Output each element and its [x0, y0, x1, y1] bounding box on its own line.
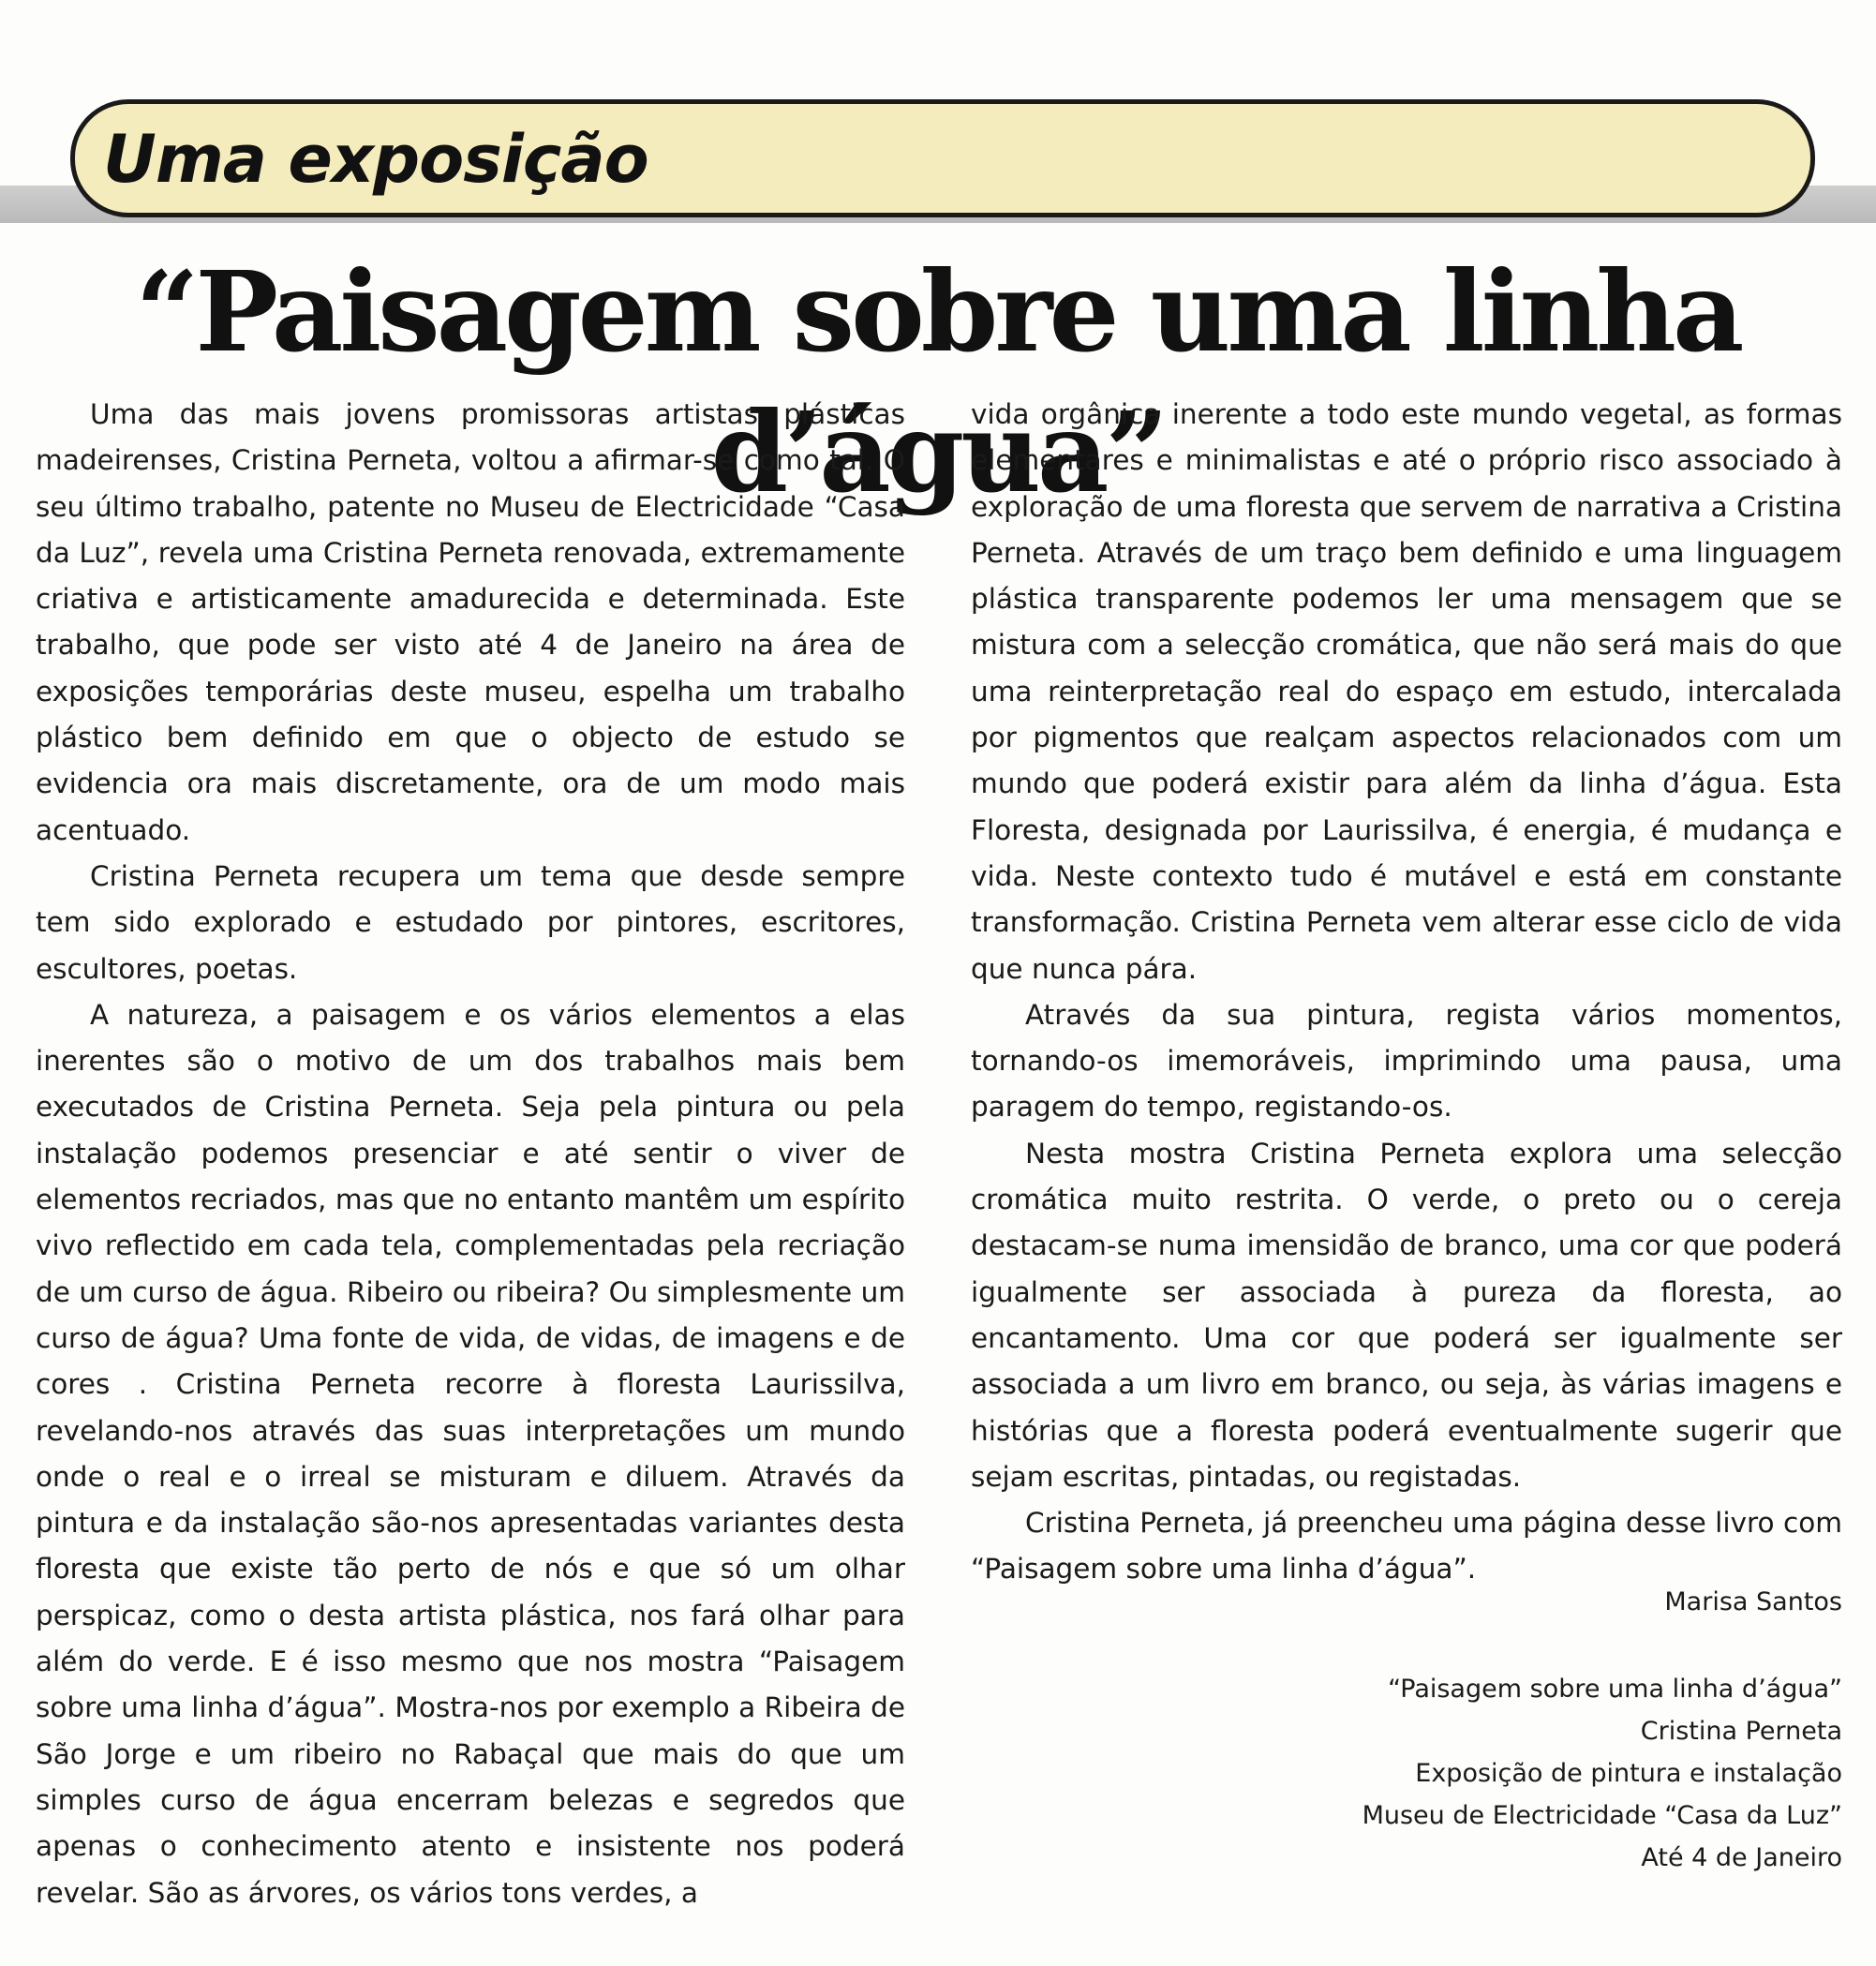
author-signature: Marisa Santos: [1664, 1587, 1842, 1616]
article-column-left: [36, 392, 905, 1916]
info-line-artist: Cristina Perneta: [1640, 1717, 1842, 1746]
paragraph: vida orgânica inerente a todo este mundo vegetal, as formas elementares e minimalistas e até o próprio risco associado à exploração de uma floresta que servem de narrativa a Cristina Perneta. Através de um traço bem definido e uma linguagem plástica transparente podemos ler uma mensagem que se mistura com a selecção cromática, que não será mais do que uma reinterpretação real do espaço em estudo, intercalada por pigmentos que realçam aspectos relacionados com um mundo que poderá existir para além da linha d’água. Esta Floresta, designada por Laurissilva, é energia, é mudança e vida. Neste contexto tudo é mutável e está em constante transformação. Cristina Perneta vem alterar esse ciclo de vida que nunca pára.: [971, 398, 1842, 985]
paragraph: Através da sua pintura, regista vários momentos, tornando-os imemoráveis, imprimindo uma pausa, uma paragem do tempo, registando-os.: [971, 998, 1842, 1124]
paragraph: Nesta mostra Cristina Perneta explora uma selecção cromática muito restrita. O verde, o preto ou o cereja destacam-se numa imensidão de branco, uma cor que poderá igualmente ser associada à pureza da floresta, ao encantamento. Uma cor que poderá ser igualmente ser associada a um livro em branco, ou seja, às várias imagens e histórias que a floresta poderá eventualmente sugerir que sejam escritas, pintadas, ou registadas.: [971, 1137, 1842, 1493]
info-line-venue: Museu de Electricidade “Casa da Luz”: [1362, 1801, 1842, 1830]
section-kicker: Uma exposição: [103, 121, 648, 198]
info-line-date: Até 4 de Janeiro: [1641, 1843, 1842, 1872]
exhibition-info: [1218, 1668, 1842, 1879]
paragraph: Cristina Perneta, já preencheu uma página desse livro com “Paisagem sobre uma linha d’água”.: [971, 1507, 1842, 1586]
article-column-right: [971, 392, 1842, 1593]
paragraph: A natureza, a paisagem e os vários elementos a elas inerentes são o motivo de um dos trabalhos mais bem executados de Cristina Perneta. Seja pela pintura ou pela instalação podemos presenciar e até sentir o viver de elementos recriados, mas que no entanto mantêm um espírito vivo reflectido em cada tela, complementadas pela recriação de um curso de água. Ribeiro ou ribeira? Ou simplesmente um curso de água? Uma fonte de vida, de vidas, de imagens e de cores . Cristina Perneta recorre à floresta Laurissilva, revelando-nos através das suas interpretações um mundo onde o real e o irreal se misturam e diluem. Através da pintura e da instalação são-nos apresentadas variantes desta floresta que existe tão perto de nós e que só um olhar perspicaz, como o desta artista plástica, nos fará olhar para além do verde. E é isso mesmo que nos mostra “Paisagem sobre uma linha d’água”. Mostra-nos por exemplo a Ribeira de São Jorge e um ribeiro no Rabaçal que mais do que um simples curso de água encerram belezas e segredos que apenas o conhecimento atento e insistente nos poderá revelar. São as árvores, os vários tons verdes, a: [36, 998, 905, 1909]
paragraph: Uma das mais jovens promissoras artistas plásticas madeirenses, Cristina Perneta, voltou a afirmar-se como tal. O seu último trabalho, patente no Museu de Electricidade “Casa da Luz”, revela uma Cristina Perneta renovada, extremamente criativa e artisticamente amadurecida e determinada. Este trabalho, que pode ser visto até 4 de Janeiro na área de exposições temporárias deste museu, espelha um trabalho plástico bem definido em que o objecto de estudo se evidencia ora mais discretamente, ora de um modo mais acentuado.: [36, 398, 905, 846]
article-headline: “Paisagem sobre uma linha d’água”: [135, 246, 1741, 517]
paragraph: Cristina Perneta recupera um tema que desde sempre tem sido explorado e estudado por pintores, escritores, escultores, poetas.: [36, 859, 905, 985]
info-line-title: “Paisagem sobre uma linha d’água”: [1388, 1675, 1842, 1704]
info-line-type: Exposição de pintura e instalação: [1415, 1759, 1842, 1788]
